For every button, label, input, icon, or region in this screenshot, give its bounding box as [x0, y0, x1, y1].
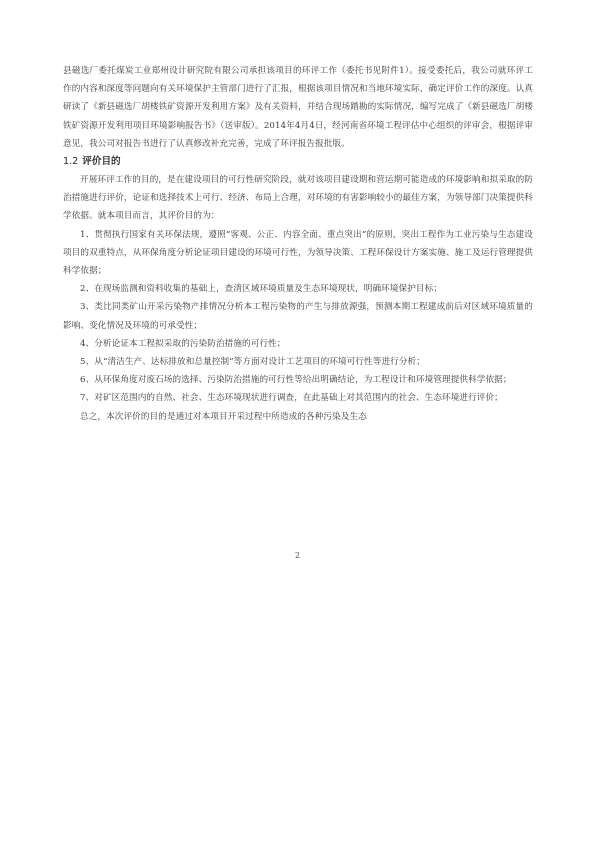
- intro-paragraph: 县磁选厂委托煤炭工业郑州设计研究院有限公司承担该项目的环评工作（委托书见附件1）。接受委托后，我公司就环评工作的内容和深度等问题向有关环境保护主管部门进行了汇报，根据该项目情况和当地环境实际，确定评价工作的深度。认真研读了《新县磁选厂胡楼铁矿资源开发利用方案》及有关资料，并结合现场踏勘的实际情况，编写完成了《新县磁选厂胡楼铁矿资源开发利用项目环境影响报告书》（送审版）。2014年4月4日，经河南省环境工程评估中心组织的评审会，根据评审意见，我公司对报告书进行了认真修改补充完善，完成了环评报告报批版。: [63, 66, 533, 149]
- list-item: 3、类比同类矿山开采污染物产排情况分析本工程污染物的产生与排放源强，预测本期工程建成前后对区域环境质量的影响、变化情况及环境的可承受性；: [63, 302, 533, 331]
- list-item: 7、对矿区范围内的自然、社会、生态环境现状进行调查，在此基础上对其范围内的社会、生态环境进行评价；: [80, 393, 503, 404]
- list-item: 6、从环保角度对废石场的选择、污染防治措施的可行性等给出明确结论，为工程设计和环境管理提供科学依据；: [80, 375, 512, 386]
- section-number: 1.2: [63, 156, 79, 168]
- section-heading: [63, 153, 533, 171]
- page-number: 2: [294, 551, 301, 560]
- list-item: 5、从“清洁生产、达标排放和总量控制”等方面对设计工艺项目的环境可行性等进行分析；: [80, 357, 425, 368]
- list-item: 1、贯彻执行国家有关环保法规，遵照“客观、公正、内容全面、重点突出”的原则，突出工程作为工业污染与生态建设项目的双重特点，从环保角度分析论证项目建设的环境可行性，为领导决策、工程环保设计方案实施、施工及运行管理提供科学依据；: [63, 229, 533, 277]
- section-title: 评价目的: [82, 156, 121, 168]
- document-page: [63, 62, 533, 426]
- closing-paragraph: 总之，本次评价的目的是通过对本项目开采过程中所造成的各种污染及生态: [80, 411, 367, 422]
- list-item: 2、在现场监测和资料收集的基础上，查清区域环境质量及生态环境现状，明确环境保护目标；: [80, 284, 443, 295]
- section-lead-paragraph: 开展环评工作的目的，是在建设项目的可行性研究阶段，就对该项目建设期和营运期可能造成的环境影响和拟采取的防治措施进行评价，论证和选择技术上可行、经济、布局上合理，对环境的有害影响较小的最佳方案，为领导部门决策提供科学依据。就本项目而言，其评价目的为：: [63, 175, 533, 222]
- list-item: 4、分析论证本工程拟采取的污染防治措施的可行性；: [80, 338, 286, 349]
